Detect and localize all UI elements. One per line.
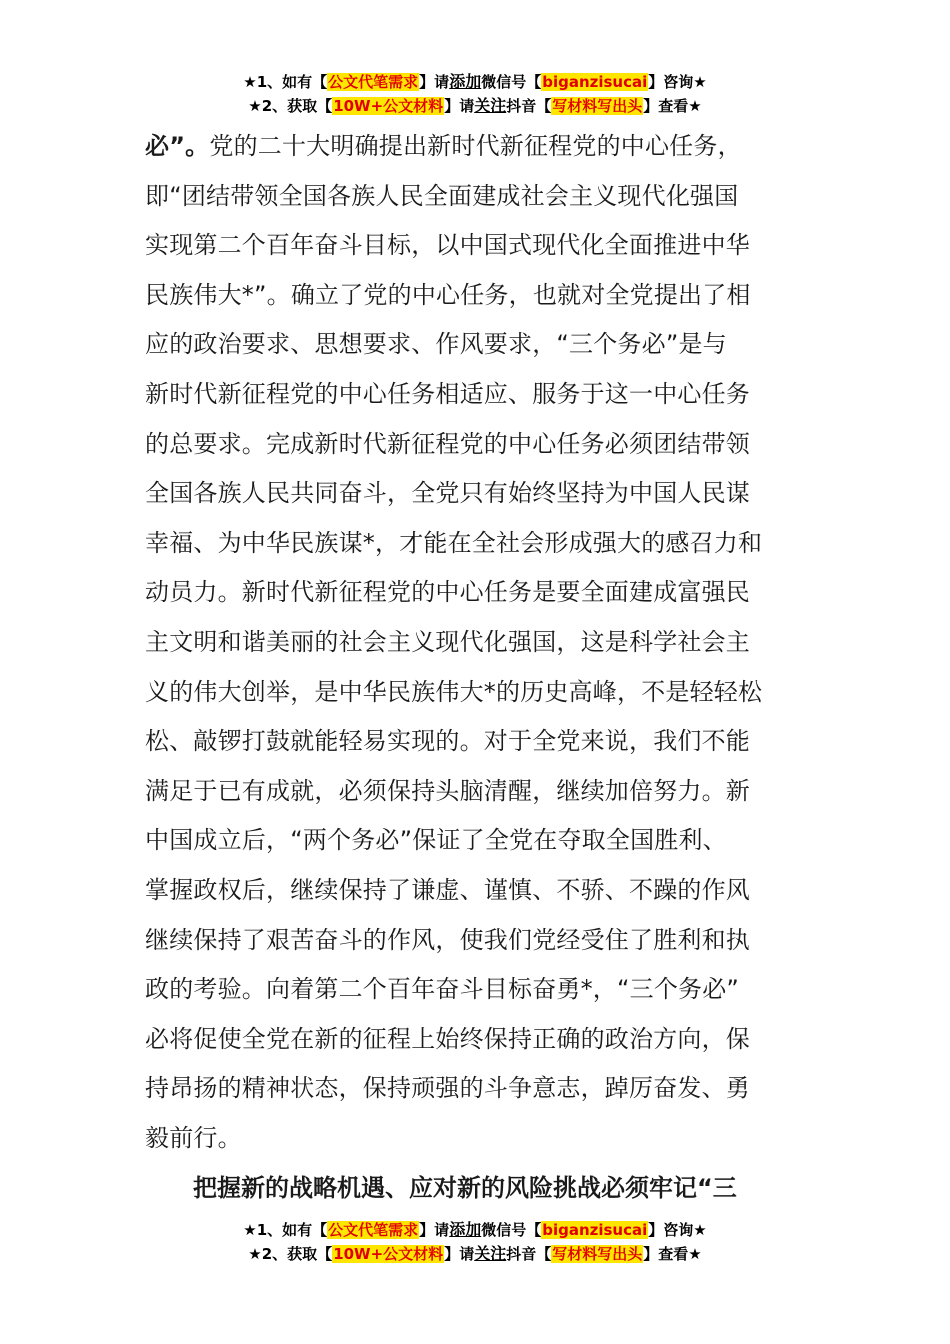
promo-text: 】查看★ [643, 97, 702, 115]
paragraph-text: 党的二十大明确提出新时代新征程党的中心任务， [209, 132, 742, 160]
paragraph-line: 满足于已有成就，必须保持头脑清醒，继续加倍努力。新 [145, 776, 750, 805]
paragraph-line: 中国成立后，“两个务必”保证了全党在夺取全国胜利、 [145, 826, 727, 855]
promo-text: ★2、获取【 [248, 1245, 333, 1263]
paragraph-line: 继续保持了艰苦奋斗的作风，使我们党经受住了胜利和执 [145, 925, 750, 954]
promo-text: 】请 [444, 97, 475, 115]
header-promo-banner [0, 70, 950, 118]
paragraph-line: 义的伟大创举，是中华民族伟大*的历史高峰，不是轻轻松 [145, 677, 763, 706]
paragraph-lead: 必”。 [145, 132, 210, 160]
paragraph-line: 持昂扬的精神状态，保持顽强的斗争意志，踔厉奋发、勇 [145, 1074, 750, 1103]
paragraph-line: 必将促使全党在新的征程上始终保持正确的政治方向，保 [145, 1024, 750, 1053]
promo-text: ★1、如有【 [243, 73, 328, 91]
promo-text: 】查看★ [643, 1245, 702, 1263]
promo-highlight: 10W+公文材料 [333, 1245, 444, 1263]
promo-text: 抖音【 [506, 97, 552, 115]
paragraph-line: 毅前行。 [145, 1123, 242, 1152]
promo-douyin-id: 写材料写出头 [552, 97, 643, 115]
promo-text: 微信号【 [481, 73, 542, 91]
paragraph-line: 即“团结带领全国各族人民全面建成社会主义现代化强国 [145, 181, 739, 210]
paragraph-line: 主文明和谐美丽的社会主义现代化强国，这是科学社会主 [145, 627, 750, 656]
promo-wechat-id: biganzisucai [542, 73, 648, 91]
paragraph-line: 民族伟大*”。确立了党的中心任务，也就对全党提出了相 [145, 280, 751, 309]
paragraph-line [145, 122, 810, 172]
promo-text: 】请 [419, 1221, 450, 1239]
promo-text: ★1、如有【 [243, 1221, 328, 1239]
paragraph-line: 新时代新征程党的中心任务相适应、服务于这一中心任务 [145, 379, 750, 408]
promo-text: 】请 [444, 1245, 475, 1263]
promo-emphasis: 添加 [449, 72, 482, 91]
promo-text: 】咨询★ [648, 73, 707, 91]
section-heading: 把握新的战略机遇、应对新的风险挑战必须牢记“三 [193, 1174, 737, 1202]
promo-line-1 [0, 1218, 950, 1242]
body-paragraph [145, 122, 810, 1163]
promo-text: 】请 [419, 73, 450, 91]
promo-line-1 [0, 70, 950, 94]
promo-highlight: 公文代笔需求 [328, 73, 419, 91]
promo-text: 】咨询★ [648, 1221, 707, 1239]
paragraph-line: 松、敲锣打鼓就能轻易实现的。对于全党来说，我们不能 [145, 727, 750, 756]
paragraph-line: 全国各族人民共同奋斗，全党只有始终坚持为中国人民谋 [145, 479, 750, 508]
promo-line-2 [0, 1242, 950, 1266]
promo-line-2 [0, 94, 950, 118]
paragraph-line: 幸福、为中华民族谋*，才能在全社会形成强大的感召力和 [145, 528, 763, 557]
promo-emphasis: 关注 [474, 1244, 507, 1263]
paragraph-line: 动员力。新时代新征程党的中心任务是要全面建成富强民 [145, 578, 750, 607]
promo-douyin-id: 写材料写出头 [552, 1245, 643, 1263]
promo-text: 抖音【 [506, 1245, 552, 1263]
paragraph-line: 实现第二个百年奋斗目标，以中国式现代化全面推进中华 [145, 231, 750, 260]
footer-promo-banner [0, 1218, 950, 1266]
paragraph-line: 应的政治要求、思想要求、作风要求，“三个务必”是与 [145, 330, 727, 359]
paragraph-line: 掌握政权后，继续保持了谦虚、谨慎、不骄、不躁的作风 [145, 875, 750, 904]
promo-emphasis: 添加 [449, 1220, 482, 1239]
paragraph-line: 的总要求。完成新时代新征程党的中心任务必须团结带领 [145, 429, 750, 458]
promo-emphasis: 关注 [474, 96, 507, 115]
promo-text: 微信号【 [481, 1221, 542, 1239]
promo-highlight: 10W+公文材料 [333, 97, 444, 115]
paragraph-line: 政的考验。向着第二个百年奋斗目标奋勇*，“三个务必” [145, 975, 740, 1004]
promo-wechat-id: biganzisucai [542, 1221, 648, 1239]
promo-text: ★2、获取【 [248, 97, 333, 115]
promo-highlight: 公文代笔需求 [328, 1221, 419, 1239]
